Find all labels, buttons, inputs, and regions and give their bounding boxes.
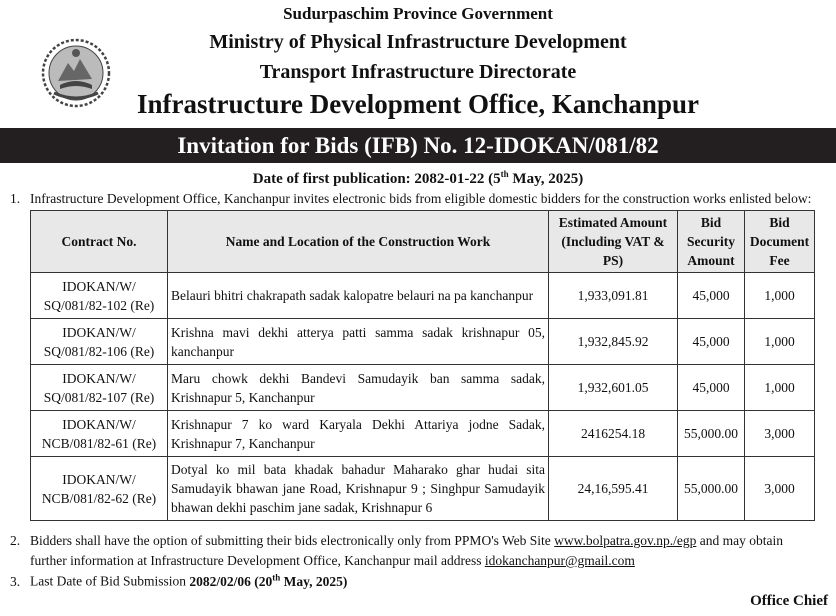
contract-no-line2: SQ/081/82-107 (Re) [43,389,155,405]
contract-no-line2: SQ/081/82-106 (Re) [43,343,155,359]
header-fee-line2: Document [749,234,810,249]
work-name: Belauri bhitri chakrapath sadak kalopatre belauri na pa kanchanpur [168,273,549,319]
clause-3 [10,572,347,590]
table-row [31,411,815,457]
government-name: Sudurpaschim Province Government [283,4,553,23]
clause-1-text: Infrastructure Development Office, Kanchanpur invites electronic bids from eligible domestic bidders for the construction works enlisted below: [30,191,812,206]
work-name: Dotyal ko mil bata khadak bahadur Maharako ghar hudai sita Samudayik bhawan jane Road, Krishnapur 9 ; Singhpur Samudayik bhawan dekhi paschim jane sadak, Krishnapur 6 [168,457,549,521]
header-amount-line3: PS) [602,253,624,268]
ppmo-website-link[interactable]: www.bolpatra.gov.np./egp [554,533,697,548]
office-email-link[interactable]: idokanchanpur@gmail.com [484,553,635,568]
contract-no [31,365,168,411]
contract-no-line2: NCB/081/82-62 (Re) [41,490,157,506]
publication-date-prefix: Date of first publication: 2082-01-22 (5 [252,171,501,187]
contract-no [31,411,168,457]
contract-no-line1: IDOKAN/W/ [62,471,136,487]
clause-2 [10,531,830,571]
document-fee: 1,000 [745,319,815,365]
contract-no-line2: SQ/081/82-102 (Re) [43,297,155,313]
contract-no [31,457,168,521]
header-document-fee [745,211,815,273]
header-fee-line3: Fee [769,253,790,268]
submission-date-suffix: May, 2025) [280,573,348,589]
publication-date-sup: th [500,169,509,179]
directorate-name: Transport Infrastructure Directorate [259,61,577,83]
ministry-name: Ministry of Physical Infrastructure Development [209,31,627,53]
contract-no-line1: IDOKAN/W/ [62,416,136,432]
clause-3-text: Last Date of Bid Submission [30,573,190,589]
document-fee: 3,000 [745,457,815,521]
clause-3-number: 3. [10,573,21,589]
document-fee: 1,000 [745,365,815,411]
bid-security: 45,000 [678,365,745,411]
work-name: Krishna mavi dekhi atterya patti samma sadak krishnapur 05, kanchanpur [168,319,549,365]
header-contract-no: Contract No. [31,211,168,273]
submission-date-sup: th [272,572,281,582]
work-name: Krishnapur 7 ko ward Karyala Dekhi Attariya jodne Sadak, Krishnapur 7, Kanchanpur [168,411,549,457]
header-security-line1: Bid [700,215,722,230]
table-header-row [31,211,815,273]
header-security-line3: Amount [687,253,735,268]
publication-date [0,169,836,188]
contract-no [31,319,168,365]
clause-2-text-c: further information at Infrastructure Development Office, Kanchanpur mail address [30,553,485,568]
publication-date-suffix: May, 2025) [508,171,584,187]
table-row [31,457,815,521]
contract-no-line1: IDOKAN/W/ [62,278,136,294]
contract-no-line2: NCB/081/82-61 (Re) [41,435,157,451]
signature-office-chief: Office Chief [750,593,828,609]
bid-security: 55,000.00 [678,457,745,521]
submission-date-prefix: 2082/02/06 (20 [189,573,273,589]
header-amount-line2: (Including VAT & [561,234,665,249]
header-estimated-amount [549,211,678,273]
header-bid-security [678,211,745,273]
work-name: Maru chowk dekhi Bandevi Samudayik ban samma sadak, Krishnapur 5, Kanchanpur [168,365,549,411]
document-fee: 3,000 [745,411,815,457]
clause-1-number: 1. [10,191,21,206]
contract-no-line1: IDOKAN/W/ [62,324,136,340]
ifb-title-banner: Invitation for Bids (IFB) No. 12-IDOKAN/081/82 [0,128,836,163]
office-name: Infrastructure Development Office, Kanchanpur [137,89,699,119]
table-row [31,319,815,365]
table-row [31,365,815,411]
header-work-name: Name and Location of the Construction Work [168,211,549,273]
header-security-line2: Security [687,234,735,249]
estimated-amount: 1,932,845.92 [549,319,678,365]
contract-no-line1: IDOKAN/W/ [62,370,136,386]
table-row [31,273,815,319]
estimated-amount: 2416254.18 [549,411,678,457]
bids-table [30,210,815,521]
estimated-amount: 1,932,601.05 [549,365,678,411]
bid-security: 55,000.00 [678,411,745,457]
header-fee-line1: Bid [769,215,790,230]
estimated-amount: 1,933,091.81 [549,273,678,319]
header [0,0,836,128]
bid-security: 45,000 [678,319,745,365]
header-amount-line1: Estimated Amount [558,215,668,230]
clause-2-text-b: and may obtain [696,533,783,548]
document-fee: 1,000 [745,273,815,319]
clause-2-text-a: Bidders shall have the option of submitting their bids electronically only from PPMO's Web Site [30,533,555,548]
bid-security: 45,000 [678,273,745,319]
clause-1 [10,191,811,207]
contract-no [31,273,168,319]
estimated-amount: 24,16,595.41 [549,457,678,521]
clause-2-number: 2. [10,533,21,548]
